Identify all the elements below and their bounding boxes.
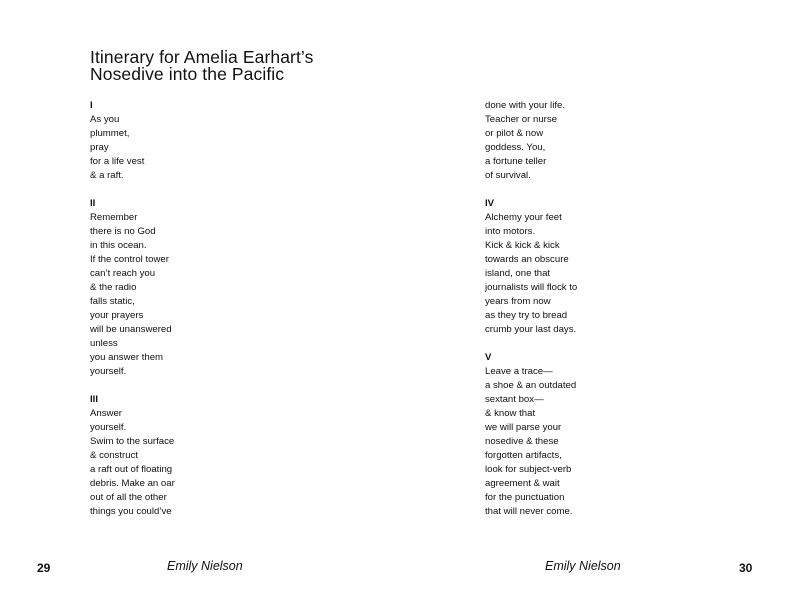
stanza-number: V (485, 352, 492, 363)
poem-line: unless (90, 338, 118, 349)
poem-line: falls static, (90, 296, 135, 307)
poem-title (90, 49, 313, 83)
poem-line: for a life vest (90, 156, 145, 167)
poem-line: & the radio (90, 282, 137, 293)
poem-line: & a raft. (90, 170, 124, 181)
poem-line: debris. Make an oar (90, 478, 175, 489)
poem-line: can’t reach you (90, 268, 156, 279)
poem-line: towards an obscure (485, 254, 569, 265)
poem-line: out of all the other (90, 492, 167, 503)
poem-line: Leave a trace— (485, 366, 553, 377)
poem-line: goddess. You, (485, 142, 546, 153)
poem-line: look for subject-verb (485, 464, 572, 475)
left-page-number: 29 (37, 561, 51, 575)
poem-line: you answer them (90, 352, 164, 363)
stanza (90, 197, 175, 379)
poem-line: journalists will flock to (485, 282, 578, 293)
poem-line: a shoe & an outdated (485, 380, 577, 391)
poem-line: crumb your last days. (485, 324, 577, 335)
poem-line: yourself. (90, 366, 127, 377)
poem-line: As you (90, 114, 120, 125)
poem-line: Teacher or nurse (485, 114, 557, 125)
poem-line: sextant box— (485, 394, 544, 405)
stanza (90, 99, 175, 183)
poem-line: done with your life. (485, 100, 565, 111)
right-page-author: Emily Nielson (545, 559, 621, 573)
poem-line: there is no God (90, 226, 156, 237)
right-page-number: 30 (739, 561, 753, 575)
stanza (90, 393, 175, 519)
stanza-number: II (90, 198, 96, 209)
poem-line: Answer (90, 408, 122, 419)
poem-line: & construct (90, 450, 138, 461)
poem-title-line-2: Nosedive into the Pacific (90, 64, 285, 84)
poem-line: for the punctuation (485, 492, 565, 503)
poem-line: will be unanswered (90, 324, 172, 335)
poem-line: island, one that (485, 268, 551, 279)
poem-line: your prayers (90, 310, 144, 321)
left-page-author: Emily Nielson (167, 559, 243, 573)
poem-line: nosedive & these (485, 436, 559, 447)
poem-line: agreement & wait (485, 478, 560, 489)
left-column (90, 99, 175, 533)
poem-line: forgotten artifacts, (485, 450, 562, 461)
right-column (485, 99, 577, 533)
poem-line: in this ocean. (90, 240, 147, 251)
poem-line: If the control tower (90, 254, 169, 265)
poem-line: Kick & kick & kick (485, 240, 560, 251)
poem-line: Alchemy your feet (485, 212, 562, 223)
poem-line: of survival. (485, 170, 531, 181)
poem-line: a fortune teller (485, 156, 547, 167)
stanza (485, 197, 577, 337)
poem-line: as they try to bread (485, 310, 568, 321)
poem-line: things you could’ve (90, 506, 172, 517)
stanza (485, 351, 577, 519)
stanza-number: III (90, 394, 98, 405)
stanza-number: I (90, 100, 93, 111)
poem-line: plummet, (90, 128, 130, 139)
poem-title-line-1: Itinerary for Amelia Earhart’s (90, 47, 314, 67)
poem-line: we will parse your (485, 422, 562, 433)
poem-line: & know that (485, 408, 536, 419)
poem-line: into motors. (485, 226, 536, 237)
poem-line: that will never come. (485, 506, 573, 517)
poem-line: or pilot & now (485, 128, 544, 139)
poem-line: a raft out of floating (90, 464, 173, 475)
stanza-number: IV (485, 198, 495, 209)
poem-line: Swim to the surface (90, 436, 175, 447)
poem-line: pray (90, 142, 109, 153)
poem-line: years from now (485, 296, 551, 307)
poem-line: yourself. (90, 422, 127, 433)
poem-line: Remember (90, 212, 138, 223)
stanza (485, 99, 577, 183)
